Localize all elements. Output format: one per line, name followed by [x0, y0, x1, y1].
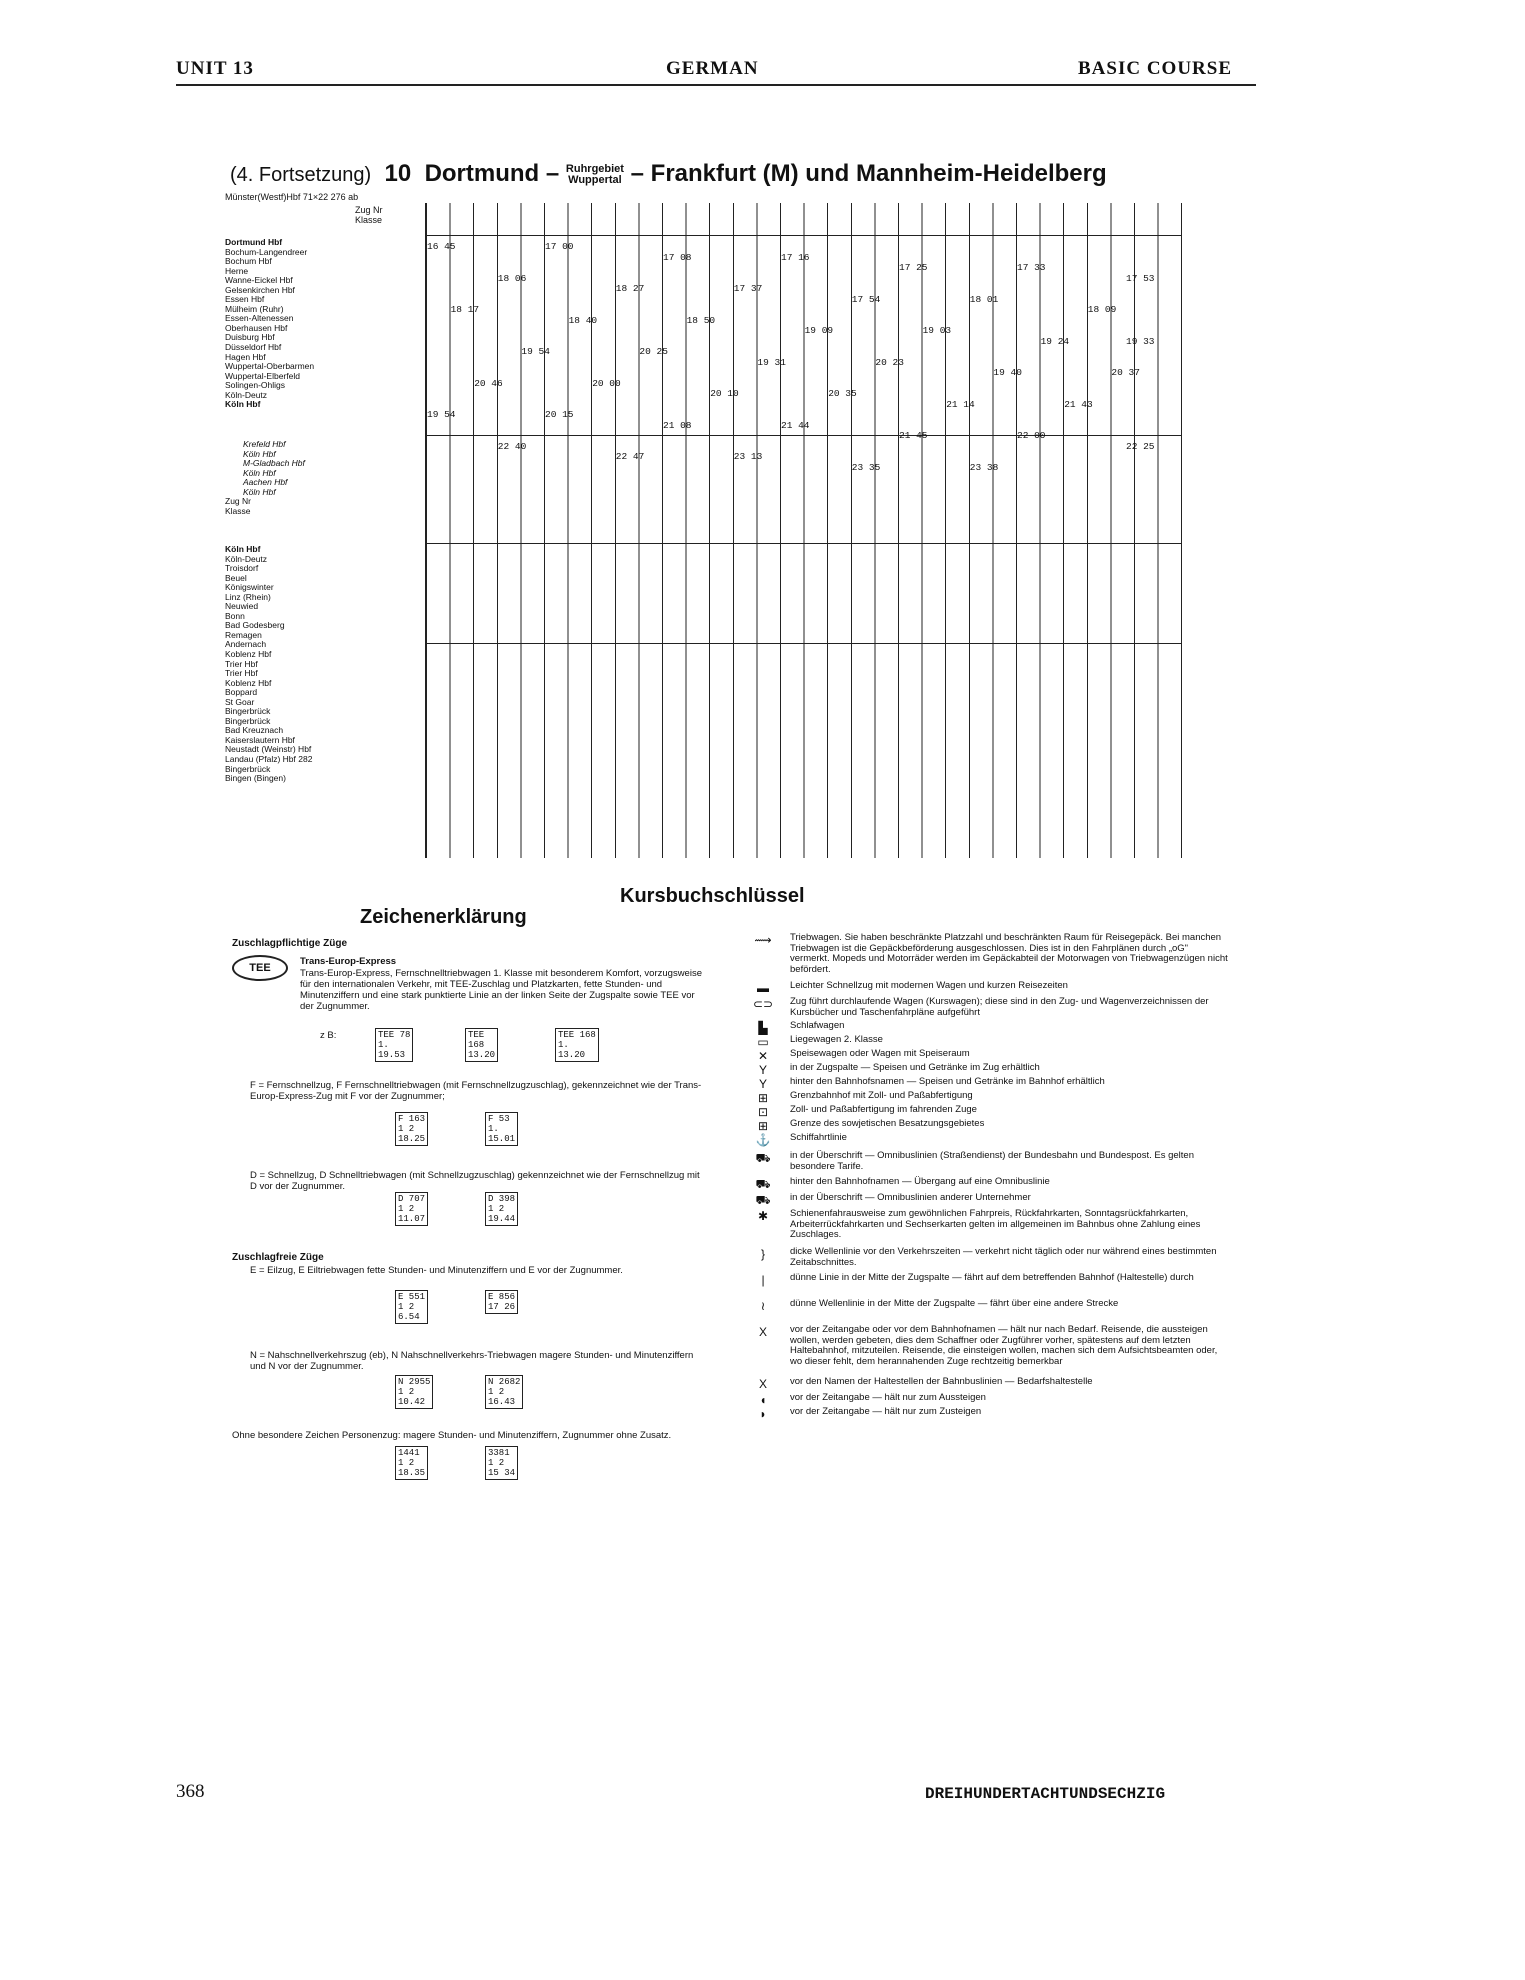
legend-symbol-icon: Y — [758, 1063, 767, 1077]
legend-symbol-icon: ⚓ — [755, 1133, 771, 1147]
legend-symbol-icon: } — [760, 1247, 765, 1261]
station-name: Bad Godesberg — [225, 621, 285, 631]
station-name: Bingerbrück — [225, 707, 271, 717]
unit-label: UNIT 13 — [176, 58, 254, 79]
legend-symbol-icon: ✱ — [757, 1209, 769, 1223]
example-line: 1. — [558, 1040, 569, 1050]
example-line: 1. — [378, 1040, 389, 1050]
legend-symbol-icon: ⊞ — [757, 1119, 769, 1133]
station-name: Zug Nr — [225, 497, 251, 507]
station-name: Köln Hbf — [225, 545, 261, 554]
legend-entry: dünne Wellenlinie in der Mitte der Zugspalte — fährt über eine andere Strecke — [790, 1298, 1119, 1309]
example-line: 17 26 — [488, 1302, 516, 1312]
departure-time: 17 25 — [899, 262, 928, 273]
station-name: Bad Kreuznach — [225, 726, 284, 736]
station-name: Bochum-Langendreer — [225, 247, 308, 257]
departure-time: 20 37 — [1111, 367, 1140, 378]
legend-entry: Grenze des sowjetischen Besatzungsgebietes — [790, 1118, 985, 1129]
grid-rule — [426, 435, 1181, 436]
station-list-branches — [225, 440, 375, 516]
station-name: Beuel — [225, 573, 247, 583]
station-name: Köln Hbf — [243, 487, 276, 497]
departure-time: 20 23 — [875, 356, 904, 368]
nahschnellverkehr-description: N = Nahschnellverkehrszug (eb), N Nahschnellverkehrs-Triebwagen magere Stunden- und Minutenziffern und N vor der Zugnummer. — [250, 1350, 694, 1372]
example-line: D 707 — [398, 1194, 426, 1204]
legend-symbol-icon: ▬ — [757, 981, 769, 995]
route-to: – Frankfurt (M) und Mannheim-Heidelberg — [630, 160, 1107, 187]
departure-time: 18 50 — [686, 314, 716, 326]
station-name: Essen-Altenessen — [225, 314, 294, 324]
station-name: Remagen — [225, 630, 262, 640]
continuation-label: (4. Fortsetzung) — [230, 164, 372, 186]
example-label: z B: — [320, 1030, 337, 1041]
station-name: Bingen (Bingen) — [225, 774, 286, 784]
example-line: 19.53 — [378, 1050, 406, 1060]
page-number-words: DREIHUNDERTACHTUNDSECHZIG — [925, 1785, 1166, 1803]
departure-time: 20 00 — [592, 377, 621, 389]
grid-rule — [426, 643, 1181, 644]
example-line: 13.20 — [558, 1050, 586, 1060]
departure-time: 20 10 — [710, 388, 739, 399]
example-line: 1. — [488, 1124, 499, 1134]
table-number: 10 — [384, 160, 412, 187]
legend-symbol-icon: ▙ — [758, 1021, 768, 1035]
example-line: 1441 — [398, 1448, 420, 1458]
station-name: Landau (Pfalz) Hbf 282 — [225, 755, 313, 765]
timetable-example-box — [485, 1192, 518, 1226]
departure-time: 23 38 — [969, 461, 999, 473]
departure-time: 20 15 — [545, 409, 574, 420]
station-name: Köln Hbf — [225, 400, 261, 410]
departure-time: 22 40 — [497, 440, 527, 452]
timetable-example-box — [485, 1446, 518, 1480]
page-number: 368 — [176, 1781, 205, 1802]
legend-entry: vor der Zeitangabe — hält nur zum Aussteigen — [790, 1392, 986, 1403]
legend-entry: Schienenfahrausweise zum gewöhnlichen Fahrpreis, Rückfahrkarten, Sonntagsrückfahrkarten, Arbeiterrückfahrkarten und Sechserkarten gelten im allgemeinen im Bahnbus ohne Zahlung eines Zuschlages. — [790, 1208, 1201, 1240]
legend-symbol-icon: ⟿ — [754, 933, 772, 947]
legend-entry: vor den Namen der Haltestellen der Bahnbuslinien — Bedarfshaltestelle — [790, 1376, 1093, 1387]
station-name: Wuppertal-Elberfeld — [225, 371, 300, 381]
station-name: Boppard — [225, 688, 258, 698]
departure-time: 22 25 — [1126, 440, 1155, 452]
station-name: Neustadt (Weinstr) Hbf — [225, 745, 312, 755]
schnellzug-description: D = Schnellzug, D Schnelltriebwagen (mit Schnellzugzuschlag) gekennzeichnet wie der Fernschnellzug mit D vor der Zugnummer. — [250, 1170, 700, 1192]
station-name: Trier Hbf — [225, 669, 258, 679]
departure-time: 17 54 — [851, 293, 881, 305]
example-line: 1 2 — [398, 1302, 415, 1312]
station-name: Andernach — [225, 640, 267, 650]
departure-time: 17 08 — [663, 251, 692, 263]
legend-symbol-icon: ⛟ — [755, 1193, 771, 1207]
tee-logo: TEE — [232, 955, 288, 981]
header-rule — [176, 84, 1256, 86]
example-line: 1 2 — [398, 1458, 415, 1468]
departure-time: 18 09 — [1087, 304, 1117, 315]
legend-symbol-icon: ⛟ — [755, 1177, 771, 1191]
departure-time: 20 35 — [828, 388, 857, 399]
example-line: F 163 — [398, 1114, 426, 1124]
example-line: 1 2 — [488, 1387, 505, 1397]
timetable-grid — [425, 203, 1182, 858]
example-line: 13.20 — [468, 1050, 496, 1060]
legend-entry: in der Zugspalte — Speisen und Getränke im Zug erhältlich — [790, 1062, 1040, 1073]
legend-entry: in der Überschrift — Omnibuslinien (Straßendienst) der Bundesbahn und Bundespost. Es gelten besondere Tarife. — [790, 1150, 1194, 1172]
departure-time: 21 08 — [663, 419, 692, 431]
departure-time: 23 13 — [733, 451, 763, 462]
legend-title: Zeichenerklärung — [360, 906, 527, 928]
fernschnellzug-description: F = Fernschnellzug, F Fernschnelltriebwagen (mit Fernschnellzugzuschlag), gekennzeichnet wie der Trans-Europ-Express-Zug mit F vor der Zugnummer; — [250, 1080, 702, 1102]
departure-time: 18 40 — [568, 314, 598, 326]
legend-symbol-icon: X — [758, 1377, 767, 1391]
timetable-example-box — [485, 1290, 518, 1314]
station-list-ruhr — [225, 238, 375, 410]
example-line: 168 — [468, 1040, 485, 1050]
departure-time: 17 37 — [733, 283, 763, 294]
class-label: Klasse — [355, 215, 383, 225]
legend-entry: Liegewagen 2. Klasse — [790, 1034, 883, 1045]
legend-symbol-icon: ◗ — [759, 1407, 767, 1421]
station-name: Wanne-Eickel Hbf — [225, 276, 293, 286]
departure-time: 22 47 — [615, 451, 645, 462]
station-name: Aachen Hbf — [243, 478, 288, 488]
departure-time: 18 06 — [497, 272, 527, 284]
example-line: 1 2 — [488, 1458, 505, 1468]
example-line: 6.54 — [398, 1312, 420, 1322]
legend-entry: in der Überschrift — Omnibuslinien anderer Unternehmer — [790, 1192, 1031, 1203]
station-name: Köln-Deutz — [225, 390, 268, 400]
departure-time: 18 01 — [969, 293, 999, 305]
station-name: Duisburg Hbf — [225, 333, 275, 343]
legend-symbol-icon: ▭ — [757, 1035, 769, 1049]
legend-symbol-icon: ✕ — [757, 1049, 769, 1063]
station-name: Bingerbrück — [225, 716, 271, 726]
example-line: 1 2 — [398, 1124, 415, 1134]
station-name: Bochum Hbf — [225, 257, 272, 267]
station-name: Mülheim (Ruhr) — [225, 304, 284, 314]
legend-entry: dünne Linie in der Mitte der Zugspalte — fährt auf dem betreffenden Bahnhof (Haltestelle) durch — [790, 1272, 1194, 1283]
legend-entry: Speisewagen oder Wagen mit Speiseraum — [790, 1048, 970, 1059]
departure-time: 19 33 — [1126, 335, 1155, 347]
example-line: 11.07 — [398, 1214, 426, 1224]
departure-time: 22 00 — [1017, 430, 1046, 441]
station-name: Essen Hbf — [225, 295, 265, 305]
example-line: TEE — [468, 1030, 485, 1040]
station-name: Bingerbrück — [225, 764, 271, 774]
station-name: Köln Hbf — [243, 449, 276, 459]
departure-time: 19 54 — [427, 409, 456, 420]
departure-time: 19 40 — [993, 367, 1022, 378]
surcharge-trains-heading: Zuschlagpflichtige Züge — [232, 938, 348, 949]
example-line: 18.35 — [398, 1468, 426, 1478]
station-name: Hagen Hbf — [225, 352, 266, 362]
legend-symbol-icon: X — [758, 1325, 767, 1339]
station-name: Klasse — [225, 506, 251, 516]
timetable-meta-origin: Münster(Westf)Hbf 71×22 276 ab — [225, 192, 359, 202]
departure-time: 21 43 — [1064, 398, 1093, 410]
route-via: Ruhrgebiet Wuppertal — [565, 162, 624, 186]
station-name: Solingen-Ohligs — [225, 381, 286, 391]
legend-entry: Leichter Schnellzug mit modernen Wagen und kurzen Reisezeiten — [790, 980, 1068, 991]
route-from: Dortmund – — [424, 160, 560, 187]
station-name: Troisdorf — [225, 564, 259, 574]
timetable-example-box — [555, 1028, 599, 1062]
station-name: Gelsenkirchen Hbf — [225, 285, 295, 295]
legend-symbol-icon: | — [761, 1273, 765, 1287]
example-line: 1 2 — [488, 1204, 505, 1214]
departure-time: 17 00 — [545, 241, 574, 252]
departure-time: 21 45 — [899, 430, 928, 441]
legend-entry: Zoll- und Paßabfertigung im fahrenden Zuge — [790, 1104, 977, 1115]
departure-time: 19 54 — [521, 346, 550, 357]
legend-entry: Grenzbahnhof mit Zoll- und Paßabfertigung — [790, 1090, 973, 1101]
station-name: Trier Hbf — [225, 659, 258, 669]
station-name: Düsseldorf Hbf — [225, 343, 282, 353]
departure-time: 18 17 — [450, 304, 480, 315]
timetable-example-box — [485, 1112, 518, 1146]
departure-time: 19 24 — [1040, 335, 1070, 347]
station-name: Linz (Rhein) — [225, 592, 271, 602]
station-name: Herne — [225, 266, 249, 276]
departure-time: 16 45 — [427, 241, 456, 252]
station-name: Wuppertal-Oberbarmen — [225, 362, 315, 372]
legend-entry: hinter den Bahnhofnamen — Übergang auf eine Omnibuslinie — [790, 1176, 1050, 1187]
timetable-example-box — [395, 1112, 428, 1146]
example-line: 3381 — [488, 1448, 510, 1458]
example-line: E 551 — [398, 1292, 426, 1302]
departure-time: 20 25 — [639, 346, 668, 357]
departure-time: 17 33 — [1017, 262, 1046, 273]
example-line: 1 2 — [398, 1387, 415, 1397]
example-line: 1 2 — [398, 1204, 415, 1214]
legend-symbol-icon: ◖ — [759, 1393, 767, 1407]
legend-symbol-icon: ⛟ — [755, 1151, 771, 1165]
example-line: D 398 — [488, 1194, 516, 1204]
timetable-example-box — [395, 1446, 428, 1480]
example-line: N 2955 — [398, 1377, 431, 1387]
legend-entry: Schlafwagen — [790, 1020, 845, 1031]
departure-time: 19 09 — [804, 325, 834, 336]
timetable-example-box — [395, 1192, 428, 1226]
legend-entry: dicke Wellenlinie vor den Verkehrszeiten — verkehrt nicht täglich oder nur während eines bestimmten Zeitabschnittes. — [790, 1246, 1217, 1268]
example-line: 16.43 — [488, 1397, 516, 1407]
station-name: Oberhausen Hbf — [225, 323, 288, 333]
example-line: TEE 168 — [558, 1030, 596, 1040]
legend-symbol-icon: ⊞ — [757, 1091, 769, 1105]
legend-entry: Zug führt durchlaufende Wagen (Kurswagen); diese sind in den Zug- und Wagenverzeichnissen der Kursbücher und Taschenfahrpläne aufgeführt — [790, 996, 1209, 1018]
legend-symbol-icon: ≀ — [760, 1299, 766, 1313]
example-line: N 2682 — [488, 1377, 521, 1387]
station-name: Königswinter — [225, 583, 274, 593]
departure-time: 19 03 — [922, 325, 952, 336]
departure-time: 21 44 — [781, 419, 810, 431]
course-language: GERMAN — [666, 58, 759, 79]
legend-entry: Schiffahrtlinie — [790, 1132, 847, 1143]
example-line: 15 34 — [488, 1468, 516, 1478]
station-name: St Goar — [225, 697, 255, 707]
station-name: Koblenz Hbf — [225, 650, 272, 660]
legend-symbol-icon: ⊂⊃ — [752, 997, 774, 1011]
departure-time: 17 53 — [1126, 272, 1155, 284]
timetable-example-box — [395, 1290, 428, 1324]
example-line: 10.42 — [398, 1397, 426, 1407]
surcharge-free-heading: Zuschlagfreie Züge — [232, 1252, 324, 1263]
departure-time: 20 46 — [474, 377, 503, 389]
example-line: 15.01 — [488, 1134, 516, 1144]
legend-symbol-icon: ⊡ — [757, 1105, 769, 1119]
legend-entry: vor der Zeitangabe oder vor dem Bahnhofnamen — hält nur nach Bedarf. Reisende, die aussteigen wollen, werden gebeten, dies dem Schaffner oder Zugführer vorher, spätestens auf dem letzten Haltebahnhof, mitzuteilen. Reisende, die einsteigen wollen, machen sich dem Aufsichtsbeamten oder, wo dieser fehlt, dem herannahenden Zuge rechtzeitig bemerkbar — [790, 1324, 1218, 1367]
departure-time: 23 35 — [851, 461, 881, 473]
departure-time: 19 31 — [757, 356, 786, 368]
tee-heading: Trans-Europ-Express — [300, 956, 397, 967]
example-line: TEE 78 — [378, 1030, 411, 1040]
legend-entry: Triebwagen. Sie haben beschränkte Platzzahl und beschränkten Raum für Reisegepäck. Bei manchen Triebwagen ist die Gepäckbeförderung ausgeschlossen. Dies ist in den Fahrplänen durch „oG" vermerkt. Mopeds und Motorräder werden im Gepäckabteil der Motorwagen von Triebwagenzügen nicht befördert. — [790, 932, 1228, 975]
station-name: M-Gladbach Hbf — [243, 459, 305, 469]
station-name: Köln-Deutz — [225, 554, 268, 564]
timetable-example-box — [395, 1375, 433, 1409]
example-line: 18.25 — [398, 1134, 426, 1144]
timetable-example-box — [465, 1028, 498, 1062]
course-title: BASIC COURSE — [1078, 58, 1233, 79]
grid-rule — [426, 235, 1181, 236]
station-name: Bonn — [225, 611, 245, 621]
departure-time: 17 16 — [781, 251, 810, 263]
train-number-label: Zug Nr — [355, 205, 383, 215]
station-name: Dortmund Hbf — [225, 238, 283, 247]
example-line: E 856 — [488, 1292, 516, 1302]
tee-description: Trans-Europ-Express, Fernschnelltriebwagen 1. Klasse mit besonderem Komfort, vorzugsweise für den internationalen Verkehr, mit TEE-Zuschlag und Platzkarten, fette Stunden- und Minutenziffern und eine stark punktierte Linie an der linken Seite der Zugspalte sowie TEE vor der Zugnummer. — [300, 968, 702, 1012]
departure-time: 18 27 — [615, 283, 645, 294]
kursbuch-title: Kursbuchschlüssel — [620, 885, 805, 907]
station-name: Koblenz Hbf — [225, 678, 272, 688]
personenzug-description: Ohne besondere Zeichen Personenzug: magere Stunden- und Minutenziffern, Zugnummer ohne Zusatz. — [232, 1430, 672, 1441]
timetable-example-box — [485, 1375, 523, 1409]
legend-symbol-icon: Y — [758, 1077, 767, 1091]
station-name: Krefeld Hbf — [243, 440, 286, 449]
station-list-rhine — [225, 545, 375, 784]
timetable-title — [230, 160, 1190, 188]
timetable-example-box — [375, 1028, 413, 1062]
departure-time: 21 14 — [946, 398, 975, 410]
grid-rule — [426, 543, 1181, 544]
station-name: Kaiserslautern Hbf — [225, 735, 295, 745]
example-line: 19.44 — [488, 1214, 516, 1224]
legend-entry: vor der Zeitangabe — hält nur zum Zusteigen — [790, 1406, 982, 1417]
example-line: F 53 — [488, 1114, 510, 1124]
station-name: Köln Hbf — [243, 468, 276, 478]
station-name: Neuwied — [225, 602, 259, 612]
eilzug-description: E = Eilzug, E Eiltriebwagen fette Stunden- und Minutenziffern und E vor der Zugnummer. — [250, 1265, 623, 1276]
legend-entry: hinter den Bahnhofsnamen — Speisen und Getränke im Bahnhof erhältlich — [790, 1076, 1105, 1087]
